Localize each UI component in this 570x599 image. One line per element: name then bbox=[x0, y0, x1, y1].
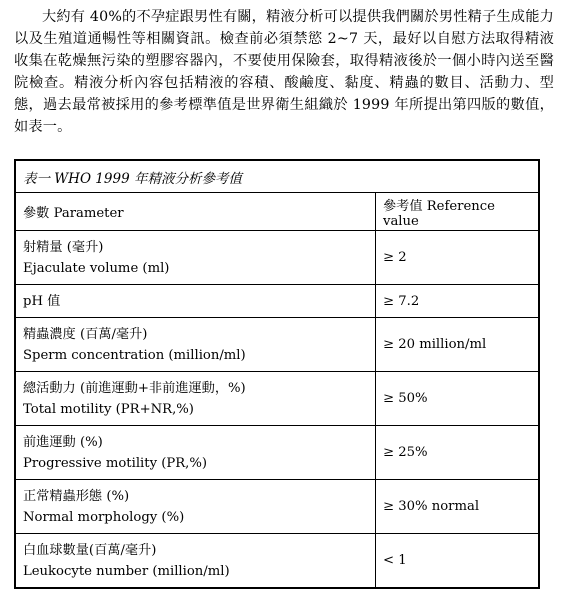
parameter-zh: 前進運動 (%) bbox=[23, 434, 103, 450]
table-row bbox=[15, 372, 539, 426]
parameter-zh: 正常精蟲形態 (%) bbox=[23, 488, 130, 504]
parameter-cell bbox=[15, 480, 376, 534]
parameter-en: Ejaculate volume (ml) bbox=[23, 260, 170, 276]
parameter-en: Normal morphology (%) bbox=[23, 509, 185, 525]
parameter-en: Sperm concentration (million/ml) bbox=[23, 347, 246, 363]
parameter-cell bbox=[15, 372, 376, 426]
table-row bbox=[15, 534, 539, 589]
who-reference-table bbox=[14, 159, 540, 589]
parameter-zh: 總活動力 (前進運動+非前進運動，%) bbox=[23, 380, 246, 396]
parameter-cell bbox=[15, 285, 376, 318]
reference-value-cell: ≥ 20 million/ml bbox=[376, 318, 540, 372]
table-row bbox=[15, 426, 539, 480]
table-caption: 表一 WHO 1999 年精液分析參考值 bbox=[15, 160, 539, 193]
table-row bbox=[15, 318, 539, 372]
parameter-en: Leukocyte number (million/ml) bbox=[23, 563, 230, 579]
parameter-en: Total motility (PR+NR,%) bbox=[23, 401, 194, 417]
table-row bbox=[15, 480, 539, 534]
parameter-zh: 射精量 (毫升) bbox=[23, 239, 104, 255]
parameter-zh: pH 值 bbox=[23, 293, 61, 309]
reference-value-cell: ≥ 50% bbox=[376, 372, 540, 426]
table-row bbox=[15, 285, 539, 318]
header-parameter: 參數 Parameter bbox=[15, 193, 376, 231]
parameter-zh: 白血球數量(百萬/毫升) bbox=[23, 542, 157, 558]
header-reference-value: 參考值 Reference value bbox=[376, 193, 540, 231]
reference-value-cell: ≥ 30% normal bbox=[376, 480, 540, 534]
parameter-cell bbox=[15, 426, 376, 480]
reference-value-cell: ≥ 25% bbox=[376, 426, 540, 480]
parameter-cell bbox=[15, 231, 376, 285]
table-row bbox=[15, 231, 539, 285]
parameter-cell bbox=[15, 534, 376, 589]
reference-value-cell: ≥ 7.2 bbox=[376, 285, 540, 318]
intro-paragraph: 大約有 40%的不孕症跟男性有關，精液分析可以提供我們關於男性精子生成能力以及生殖道通暢性等相關資訊。檢查前必須禁慾 2~7 天，最好以自慰方法取得精液收集在乾燥無污染的塑膠容器內，不要使用保險套，取得精液後於一個小時內送至醫院檢查。精液分析內容包括精液的容積、酸鹼度、黏度、精蟲的數目、活動力、型態，過去最常被採用的參考標準值是世界衛生組織於 1999 年所提出第四版的數值，如表一。 bbox=[14, 9, 554, 135]
parameter-zh: 精蟲濃度 (百萬/毫升) bbox=[23, 326, 148, 342]
parameter-en: Progressive motility (PR,%) bbox=[23, 455, 208, 471]
reference-value-cell: < 1 bbox=[376, 534, 540, 589]
reference-value-cell: ≥ 2 bbox=[376, 231, 540, 285]
parameter-cell bbox=[15, 318, 376, 372]
